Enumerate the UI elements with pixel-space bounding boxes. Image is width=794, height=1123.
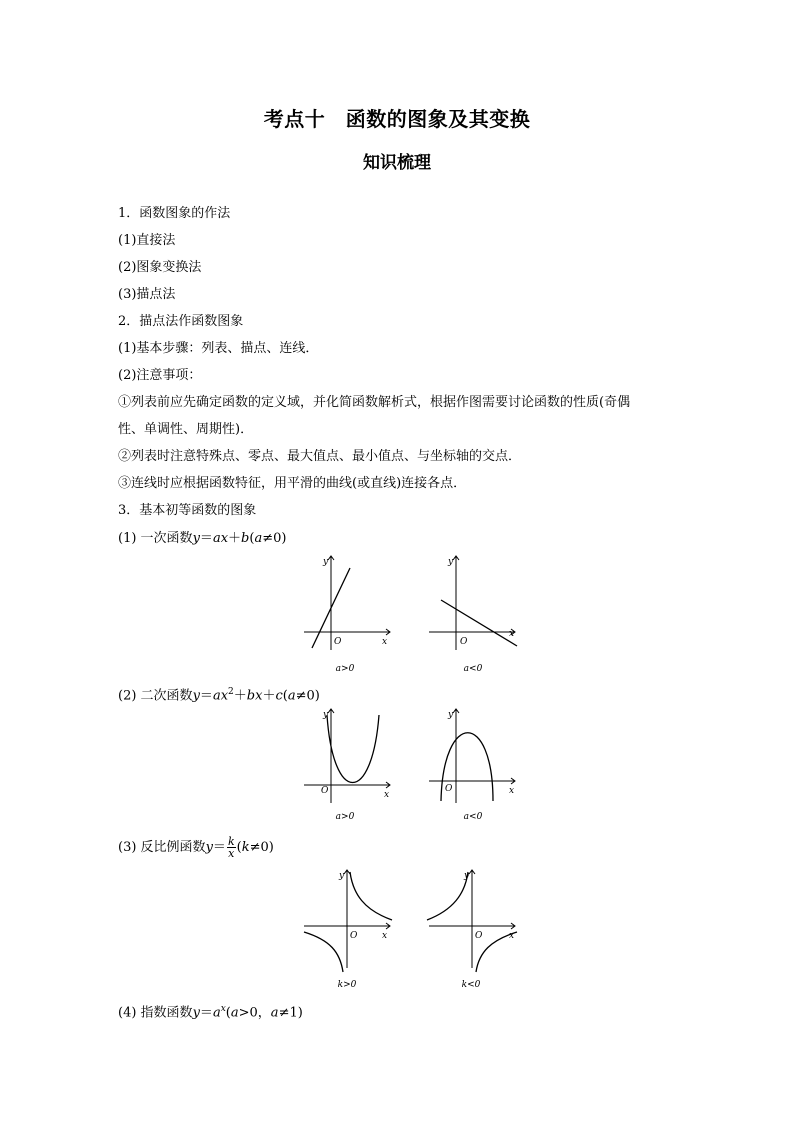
- axis-x-label: x: [509, 629, 515, 639]
- basic-steps: (1)基本步骤：列表、描点、连线．: [118, 341, 319, 356]
- inverse-negative-caption: k<0: [461, 980, 481, 990]
- axis-y-label: y: [339, 871, 345, 881]
- fraction: $\frac{k}{x}$: [227, 835, 235, 860]
- linear-graph-positive: [300, 552, 400, 652]
- inverse-graph-negative: [425, 866, 525, 976]
- method-direct: (1)直接法: [118, 233, 176, 248]
- origin-label: O: [445, 784, 453, 794]
- linear-negative-caption: a<0: [463, 664, 483, 674]
- origin-label: O: [350, 931, 358, 941]
- quadratic-graph-positive: [300, 705, 400, 805]
- section-subtitle: 知识梳理: [363, 153, 431, 173]
- linear-positive-caption: a>0: [335, 664, 355, 674]
- axis-y-label: y: [448, 710, 454, 720]
- origin-label: O: [334, 637, 342, 647]
- method-plot: (3)描点法: [118, 287, 176, 302]
- method-transform: (2)图象变换法: [118, 260, 202, 275]
- axis-y-label: y: [464, 871, 470, 881]
- heading-1: 1．函数图象的作法: [118, 206, 231, 221]
- inverse-function-label: (3) 反比例函数y＝ $\frac{k}{x}$ (k≠0): [118, 835, 274, 860]
- linear-graph-negative: [425, 552, 525, 652]
- axis-x-label: x: [509, 931, 515, 941]
- note-2: ②列表时注意特殊点、零点、最大值点、最小值点、与坐标轴的交点．: [118, 449, 522, 464]
- axis-x-label: x: [382, 931, 388, 941]
- quadratic-negative-caption: a<0: [463, 812, 483, 822]
- axis-x-label: x: [509, 786, 515, 796]
- note-1: ①列表前应先确定函数的定义域，并化简函数解析式，根据作图需要讨论函数的性质(奇偶: [118, 395, 631, 410]
- origin-label: O: [475, 931, 483, 941]
- quadratic-graph-negative: [425, 705, 525, 805]
- inverse-graph-positive: [300, 866, 400, 976]
- axis-x-label: x: [382, 637, 388, 647]
- axis-y-label: y: [448, 557, 454, 567]
- note-1-cont: 性、单调性、周期性)．: [118, 422, 254, 437]
- heading-3: 3．基本初等函数的图象: [118, 503, 257, 518]
- origin-label: O: [460, 637, 468, 647]
- inverse-positive-caption: k>0: [337, 980, 357, 990]
- origin-label: O: [321, 786, 329, 796]
- quadratic-function-label: (2) 二次函数$y=ax^2+bx+c(a\ne 0)$: [118, 687, 320, 704]
- notes-heading: (2)注意事项：: [118, 368, 202, 383]
- page-title: 考点十 函数的图象及其变换: [263, 107, 531, 131]
- linear-function-label: (1) 一次函数y＝ax＋b(a≠0): [118, 531, 287, 546]
- note-3: ③连线时应根据函数特征，用平滑的曲线(或直线)连接各点．: [118, 476, 467, 491]
- quadratic-positive-caption: a>0: [335, 812, 355, 822]
- axis-y-label: y: [323, 557, 329, 567]
- heading-2: 2．描点法作函数图象: [118, 314, 244, 329]
- axis-y-label: y: [323, 710, 329, 720]
- exponential-function-label: (4) 指数函数$y=a^x(a>0$，a≠1): [118, 1004, 303, 1021]
- axis-x-label: x: [384, 790, 390, 800]
